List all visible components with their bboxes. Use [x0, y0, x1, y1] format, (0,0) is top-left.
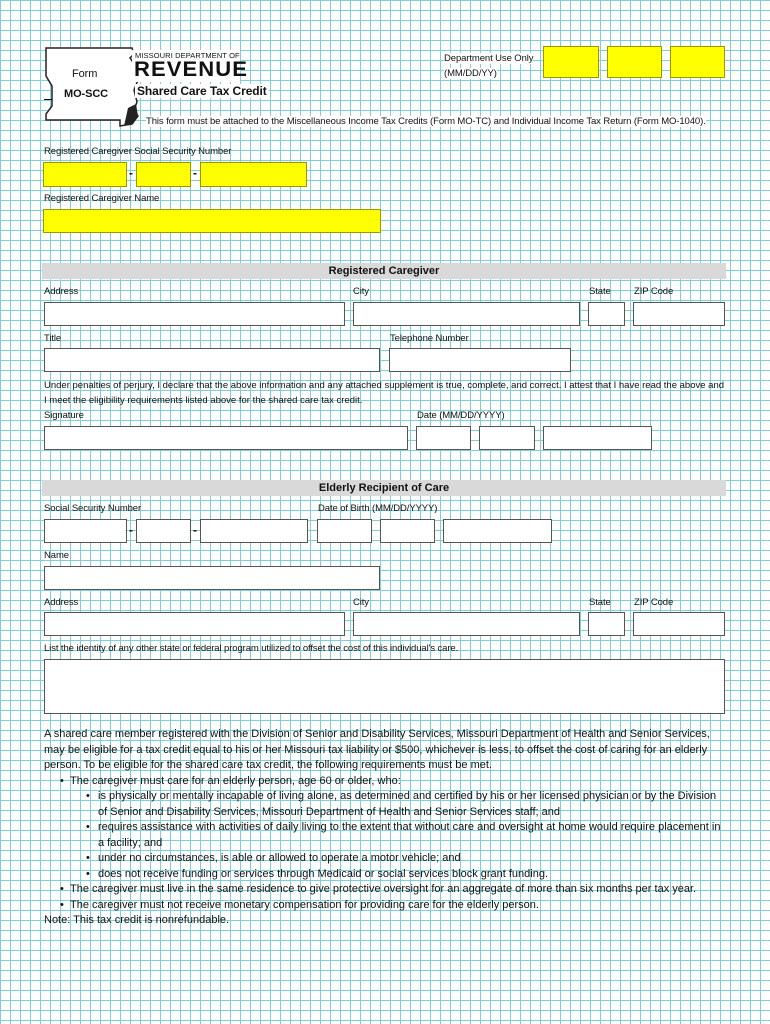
section-header-elderly: Elderly Recipient of Care [42, 480, 726, 496]
signature-field[interactable] [44, 426, 408, 450]
ssn-dash-icon: - [193, 166, 197, 180]
bullet-icon: • [86, 852, 90, 864]
caregiver-ssn-part1-field[interactable] [43, 162, 127, 187]
eligibility-intro: A shared care member registered with the Division of Senior and Disability Services, Missouri Department of Health and Senior Services, may be eligible for a tax credit equal to his or her Missouri tax liability or $500, whichever is less, to offset the cost of caring for an elderly person. To be eligible for the shared care tax credit, the following requirements must be met. [44, 728, 710, 771]
signature-date-label: Date (MM/DD/YYYY) [417, 410, 505, 421]
dept-small-text: MISSOURI DEPARTMENT OF [135, 51, 240, 60]
caregiver-ssn-label: Registered Caregiver Social Security Number [44, 146, 232, 157]
zip-label: ZIP Code [634, 286, 674, 297]
title-label: Title [44, 333, 62, 344]
form-title: Shared Care Tax Credit [137, 84, 267, 98]
attachment-instruction: This form must be attached to the Miscellaneous Income Tax Credits (Form MO-TC) and Individual Income Tax Return (Form MO-1040). [146, 116, 706, 127]
requirement-text: The caregiver must not receive monetary compensation for providing care for the elderly person. [70, 898, 539, 911]
signature-date-month-field[interactable] [416, 426, 471, 450]
bullet-icon: • [86, 790, 90, 802]
elderly-state-label: State [589, 597, 611, 608]
bullet-icon: • [60, 774, 64, 787]
elderly-dob-year-field[interactable] [443, 519, 552, 543]
requirement-text: The caregiver must live in the same residence to give protective oversight for an aggregate of more than six months per tax year. [70, 883, 697, 895]
section-header-caregiver: Registered Caregiver [42, 263, 726, 279]
elderly-dob-month-field[interactable] [317, 519, 372, 543]
elderly-dob-label: Date of Birth (MM/DD/YYYY) [318, 503, 438, 514]
nonrefundable-note: Note: This tax credit is nonrefundable. [44, 914, 230, 926]
caregiver-ssn-part3-field[interactable] [200, 162, 307, 187]
requirement-text: The caregiver must care for an elderly person, age 60 or older, who: [70, 774, 401, 787]
other-programs-label: List the identity of any other state or federal program utilized to offset the cost of this individual's care. [44, 643, 459, 654]
elderly-address-field[interactable] [44, 612, 345, 636]
list-item [44, 774, 724, 790]
missouri-state-outline-icon [40, 46, 140, 128]
elderly-ssn-part1-field[interactable] [44, 519, 127, 543]
caregiver-zip-field[interactable] [633, 302, 725, 326]
telephone-label: Telephone Number [390, 333, 469, 344]
caregiver-address-field[interactable] [44, 302, 345, 326]
other-programs-field[interactable] [44, 659, 725, 714]
dept-use-year-field[interactable] [670, 46, 725, 78]
bullet-icon: • [60, 898, 64, 911]
elderly-address-label: Address [44, 597, 79, 608]
dept-use-date-format: (MM/DD/YY) [444, 68, 497, 79]
signature-date-year-field[interactable] [543, 426, 652, 450]
city-label: City [353, 286, 369, 297]
elderly-ssn-part3-field[interactable] [200, 519, 308, 543]
elderly-dob-day-field[interactable] [380, 519, 435, 543]
elderly-ssn-label: Social Security Number [44, 503, 142, 514]
form-label: Form [72, 68, 98, 80]
caregiver-state-field[interactable] [588, 302, 625, 326]
caregiver-city-field[interactable] [353, 302, 580, 326]
elderly-city-label: City [353, 597, 369, 608]
form-number: MO-SCC [64, 88, 109, 100]
ssn-dash-icon: - [129, 166, 133, 180]
elderly-name-field[interactable] [44, 566, 380, 590]
revenue-logo: REVENUE [134, 58, 248, 81]
elderly-city-field[interactable] [353, 612, 580, 636]
sub-requirement-text: under no circumstances, is able or allowed to operate a motor vehicle; and [98, 852, 461, 864]
dept-use-label: Department Use Only [444, 53, 534, 64]
bullet-icon: • [86, 867, 90, 880]
bullet-icon: • [60, 883, 64, 895]
elderly-state-field[interactable] [588, 612, 625, 636]
list-item [44, 820, 724, 851]
dept-use-month-field[interactable] [543, 46, 599, 78]
sub-requirement-text: is physically or mentally incapable of living alone, as determined and certified by his or her licensed physician or by the Division of Senior and Disability Services, Missouri Department of Health and Senior Services staff; and [98, 790, 717, 818]
signature-date-day-field[interactable] [479, 426, 535, 450]
bullet-icon: • [86, 821, 90, 833]
caregiver-telephone-field[interactable] [389, 348, 571, 372]
elderly-ssn-part2-field[interactable] [136, 519, 191, 543]
elderly-name-label: Name [44, 550, 69, 561]
caregiver-name-field[interactable] [43, 209, 381, 233]
signature-label: Signature [44, 410, 84, 421]
list-item [44, 851, 724, 867]
list-item [44, 882, 724, 898]
list-item [44, 867, 724, 883]
sub-requirement-text: requires assistance with activities of daily living to the extent that without care and oversight at home would require placement in a facility; and [98, 821, 721, 849]
address-label: Address [44, 286, 79, 297]
ssn-dash-icon: - [193, 523, 197, 537]
list-item [44, 898, 724, 914]
list-item [44, 789, 724, 820]
caregiver-name-label: Registered Caregiver Name [44, 193, 160, 204]
elderly-zip-label: ZIP Code [634, 597, 674, 608]
elderly-zip-field[interactable] [633, 612, 725, 636]
state-label: State [589, 286, 611, 297]
eligibility-requirements [44, 727, 724, 929]
caregiver-title-field[interactable] [44, 348, 380, 372]
ssn-dash-icon: - [129, 523, 133, 537]
sub-requirement-text: does not receive funding or services through Medicaid or social services block grant funding. [98, 867, 549, 880]
form-number-rule [44, 99, 52, 100]
dept-use-day-field[interactable] [607, 46, 662, 78]
caregiver-ssn-part2-field[interactable] [136, 162, 191, 187]
perjury-statement: Under penalties of perjury, I declare that the above information and any attached supplement is true, complete, and correct. I attest that I have read the above and I meet the eligibility requirements listed above for the shared care tax credit. [44, 380, 725, 406]
